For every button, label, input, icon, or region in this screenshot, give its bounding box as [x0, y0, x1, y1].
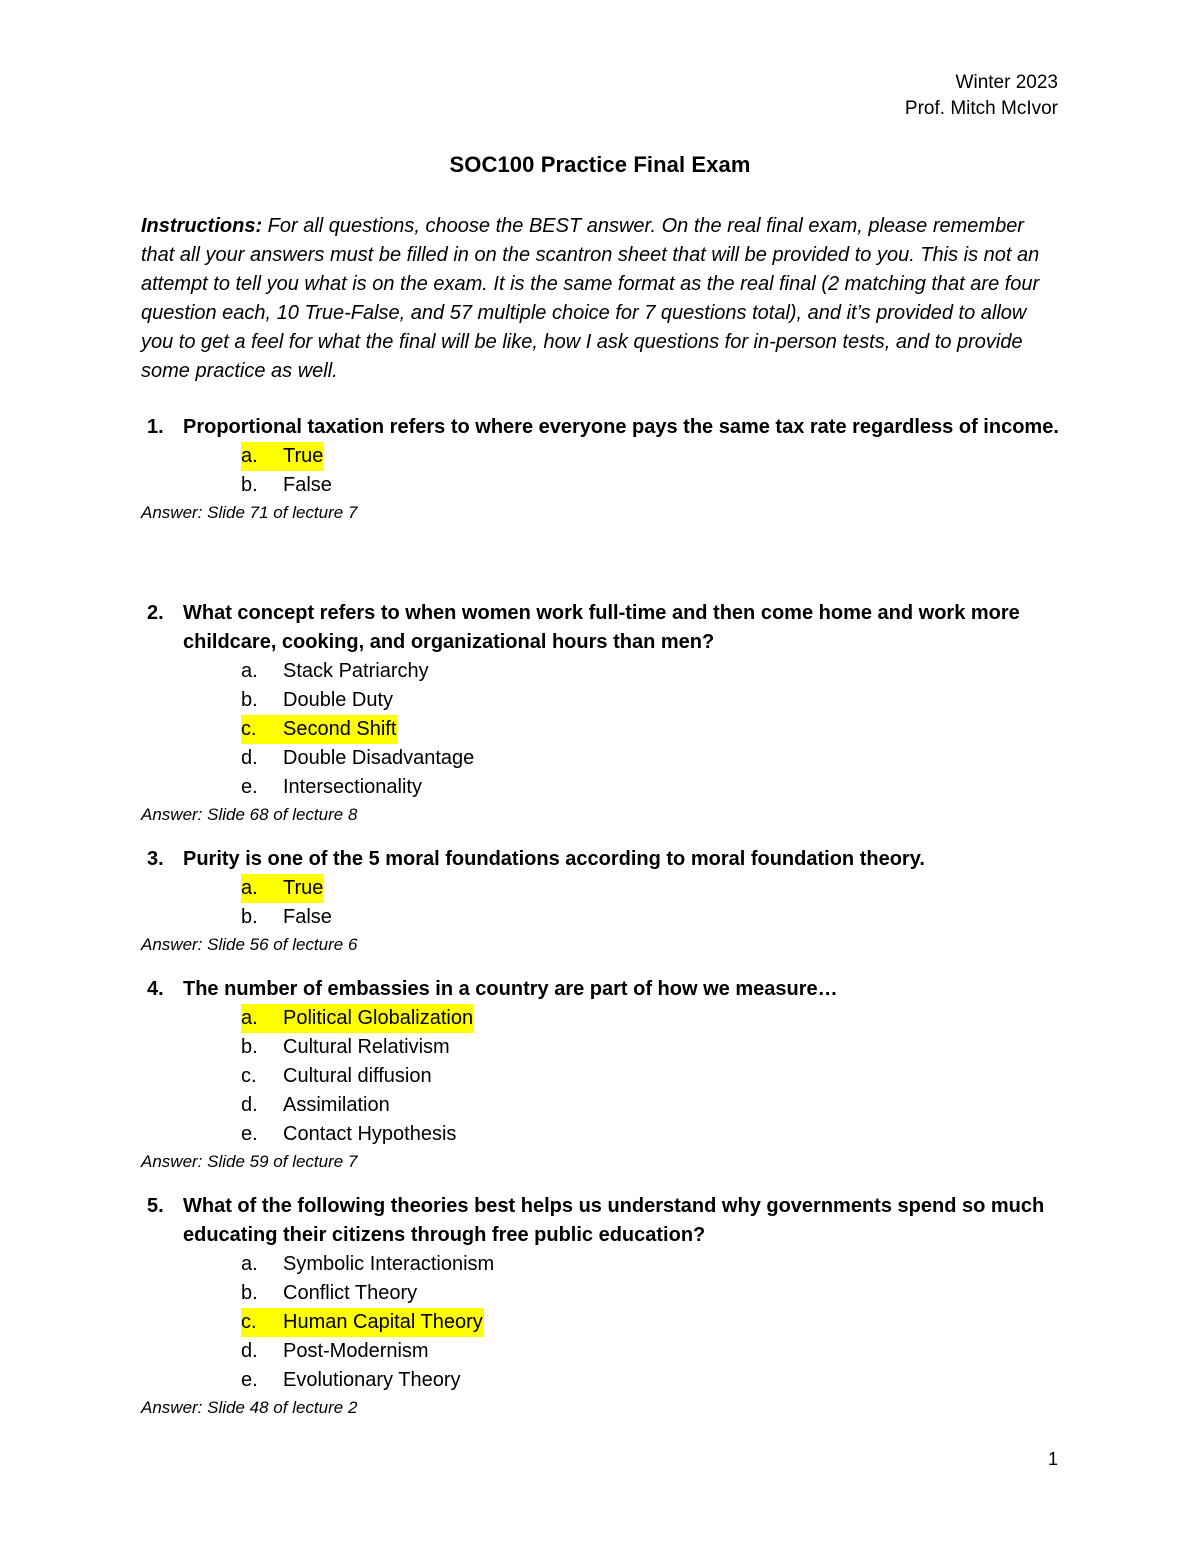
option-c — [241, 1062, 1061, 1091]
question-4 — [141, 975, 1061, 1175]
option-text: Human Capital Theory — [283, 1308, 484, 1337]
page-header — [905, 70, 1058, 122]
question-3 — [141, 845, 1061, 958]
option-d — [241, 1091, 1061, 1120]
question-number: 1. — [147, 416, 164, 438]
option-text: True — [283, 442, 324, 471]
option-text: Post-Modernism — [283, 1340, 429, 1362]
question-number: 2. — [147, 602, 164, 624]
option-text: Cultural Relativism — [283, 1036, 450, 1058]
option-letter: c. — [241, 1308, 283, 1337]
option-letter: a. — [241, 442, 283, 471]
option-letter: d. — [241, 747, 258, 769]
option-text: Assimilation — [283, 1094, 390, 1116]
option-a — [241, 1250, 1061, 1279]
option-b — [241, 1279, 1061, 1308]
answer-reference: Answer: Slide 56 of lecture 6 — [141, 935, 358, 954]
option-text: Intersectionality — [283, 776, 422, 798]
option-letter: b. — [241, 689, 258, 711]
page-number: 1 — [1047, 1449, 1058, 1469]
option-text: True — [283, 874, 324, 903]
answer-reference: Answer: Slide 59 of lecture 7 — [141, 1152, 358, 1171]
answer-reference: Answer: Slide 71 of lecture 7 — [141, 503, 358, 522]
question-text: Proportional taxation refers to where everyone pays the same tax rate regardless of income. — [183, 416, 1059, 438]
option-letter: a. — [241, 874, 283, 903]
option-c-correct — [241, 715, 397, 744]
option-b — [241, 471, 1061, 500]
option-letter: a. — [241, 1004, 283, 1033]
option-text: Double Duty — [283, 689, 394, 711]
instructions-paragraph — [141, 212, 1061, 386]
option-letter: e. — [241, 1369, 258, 1391]
question-text: The number of embassies in a country are part of how we measure… — [183, 978, 838, 1000]
option-list — [241, 1250, 1061, 1395]
option-text: Double Disadvantage — [283, 747, 475, 769]
option-d — [241, 1337, 1061, 1366]
option-letter: b. — [241, 1282, 258, 1304]
instructions-lead: Instructions: — [141, 215, 263, 237]
option-e — [241, 1120, 1061, 1149]
option-text: Cultural diffusion — [283, 1065, 432, 1087]
question-text: What concept refers to when women work full-time and then come home and work more childcare, cooking, and organizational hours than men? — [183, 602, 1020, 653]
option-text: False — [283, 906, 332, 928]
answer-reference: Answer: Slide 48 of lecture 2 — [141, 1398, 358, 1417]
option-letter: b. — [241, 474, 258, 496]
question-2 — [141, 599, 1061, 828]
option-list — [241, 1004, 1061, 1149]
instructions-body: For all questions, choose the BEST answer. On the real final exam, please remember that all your answers must be filled in on the scantron sheet that will be provided to you. This is not an attempt to tell you what is on the exam. It is the same format as the real final (2 matching that are four question each, 10 True-False, and 57 multiple choice for 7 questions total), and it’s provided to allow you to get a feel for what the final will be like, how I ask questions for in-person tests, and to provide some practice as well. — [141, 215, 1040, 382]
option-letter: c. — [241, 715, 283, 744]
option-text: Contact Hypothesis — [283, 1123, 457, 1145]
answer-reference: Answer: Slide 68 of lecture 8 — [141, 805, 358, 824]
option-letter: a. — [241, 660, 258, 682]
option-letter: d. — [241, 1094, 258, 1116]
option-a-correct — [241, 874, 324, 903]
option-text: Political Globalization — [283, 1004, 474, 1033]
option-letter: a. — [241, 1253, 258, 1275]
professor-label: Prof. Mitch McIvor — [904, 98, 1058, 119]
option-text: False — [283, 474, 332, 496]
question-text: Purity is one of the 5 moral foundations according to moral foundation theory. — [183, 848, 925, 870]
option-c-correct — [241, 1308, 484, 1337]
option-letter: e. — [241, 776, 258, 798]
option-b — [241, 686, 1061, 715]
option-a — [241, 657, 1061, 686]
option-a-correct — [241, 442, 324, 471]
option-b — [241, 903, 1061, 932]
option-letter: c. — [241, 1065, 257, 1087]
question-1 — [141, 413, 1061, 526]
option-e — [241, 773, 1061, 802]
option-e — [241, 1366, 1061, 1395]
term-label: Winter 2023 — [955, 72, 1058, 93]
question-number: 3. — [147, 848, 164, 870]
option-list — [241, 874, 1061, 932]
question-5 — [141, 1192, 1061, 1421]
question-number: 4. — [147, 978, 164, 1000]
option-list — [241, 442, 1061, 500]
question-text: What of the following theories best helps us understand why governments spend so much educating their citizens through free public education? — [183, 1195, 1045, 1246]
option-letter: b. — [241, 1036, 258, 1058]
option-list — [241, 657, 1061, 802]
page-title: SOC100 Practice Final Exam — [449, 152, 751, 177]
option-text: Conflict Theory — [283, 1282, 418, 1304]
option-b — [241, 1033, 1061, 1062]
option-d — [241, 744, 1061, 773]
option-text: Symbolic Interactionism — [283, 1253, 495, 1275]
option-letter: e. — [241, 1123, 258, 1145]
option-a-correct — [241, 1004, 474, 1033]
option-letter: d. — [241, 1340, 258, 1362]
option-text: Stack Patriarchy — [283, 660, 429, 682]
option-letter: b. — [241, 906, 258, 928]
option-text: Evolutionary Theory — [283, 1369, 461, 1391]
question-number: 5. — [147, 1195, 164, 1217]
option-text: Second Shift — [283, 715, 397, 744]
